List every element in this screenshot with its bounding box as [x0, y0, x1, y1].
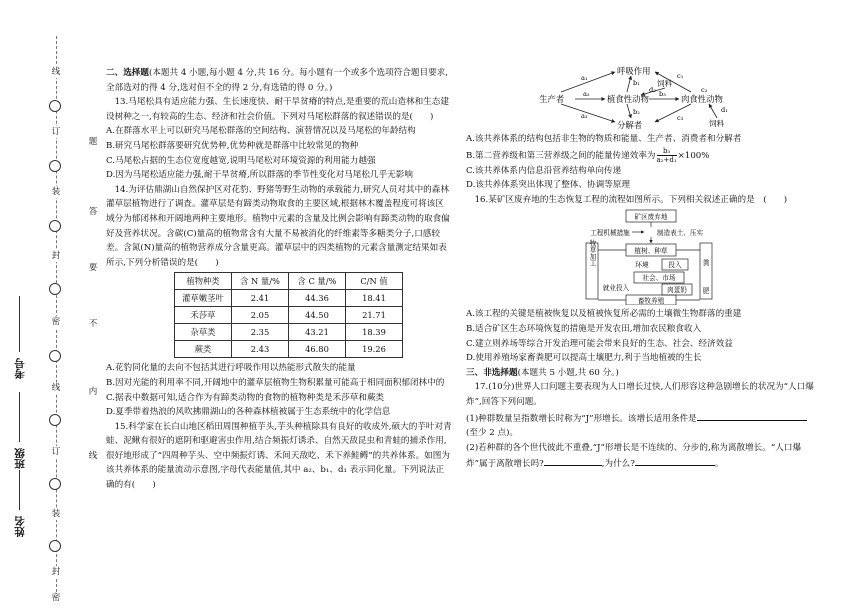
table-header: 含 N 量/%: [232, 273, 289, 290]
table-cell: 18.39: [346, 324, 403, 341]
table-cell: 19.26: [346, 341, 403, 358]
q13-option-d: D.因为马尾松适应能力强,耐干旱贫瘠,所以群落的季节性变化对马尾松几乎无影响: [106, 170, 413, 181]
binding-char: 密: [49, 316, 63, 328]
notice-char: 要: [86, 262, 100, 274]
table-cell: 43.21: [289, 324, 346, 341]
q16-option-d: D.使用养殖场家畜粪肥可以提高土壤肥力,利于当地植被的生长: [466, 353, 702, 364]
binding-char: 封: [49, 566, 63, 578]
node-producer: 生产者: [539, 94, 565, 104]
q14-option-d: D.夏季带着热浪的风吹拂鼎湖山的各种森林植被属于生态系统中的化学信息: [106, 407, 391, 418]
q15-option-a: A.该共养体系的结构包括非生物的物质和能量、生产者、消费者和分解者: [466, 134, 742, 144]
table-header: 含 C 量/%: [289, 273, 346, 290]
label-b1: b₁: [633, 79, 640, 87]
label-employment: 就业投入: [602, 284, 630, 293]
name-line[interactable]: [19, 470, 20, 510]
answer-blank[interactable]: [697, 410, 807, 421]
node-herbivore: 植食性动物: [607, 94, 649, 104]
q15-stem: 15.科学家在长白山地区稻田周围种植芋头,芋头种植除具有良好的收成外,硕大的芋叶对青蛙、泥鳅有很好的遮阴和驱避害虫作用,结合频振灯诱杀、自然天敌昆虫和青蛙的捕杀作用,很好地形成了“四周种芋头、空中频振灯诱、禾间天敌吃、禾下养鲑鳟”的共养体系。如图为该共养体系的能量流动示意图,字母代表能量值,其中 a₂、b₁、d₁ 表示同化量。下列说法正确的有( ): [106, 421, 452, 491]
right-column: [466, 66, 816, 472]
table-cell: 2.41: [232, 290, 289, 307]
node-feed-1: 饲料: [657, 79, 673, 88]
label-b2: b₂: [633, 108, 640, 116]
q15-option-d: D.该共养体系突出体现了整体、协调等原理: [466, 180, 631, 191]
q16-option-a: A.该工程的关键是植被恢复以及植被恢复所必需的土壤微生物群落的重建: [466, 309, 742, 320]
label-c3: c₃: [677, 114, 684, 122]
table-cell: 2.05: [232, 307, 289, 324]
q15-energy-flow-diagram: [531, 66, 751, 132]
label-c1: c₁: [677, 72, 684, 80]
node-carnivore: 肉食性动物: [681, 94, 723, 104]
table-cell: 18.41: [346, 290, 403, 307]
box-planting: 植树、种草: [634, 247, 668, 256]
box-meat-egg-milk: 肉蛋奶: [667, 286, 687, 295]
q17-part1: (1)种群数量呈指数增长时称为“J”形增长。该增长适用条件是: [466, 410, 816, 427]
name-label: 姓名: [14, 516, 26, 537]
table-row: [175, 341, 403, 358]
table-header: C/N 值: [346, 273, 403, 290]
notice-char: 线: [86, 450, 100, 462]
table-cell: 禾莎草: [175, 307, 232, 324]
q17-stem: 17.(10分)世界人口问题主要表现为人口增长过快,人们形容这种急剧增长的状况为“人口爆炸”,回答下列问题。: [466, 382, 814, 407]
q14-option-a: A.花豹同化量的去向不包括其进行呼吸作用以热能形式散失的能量: [106, 363, 356, 374]
table-cell: 44.36: [289, 290, 346, 307]
box-society-market: 社会、市场: [642, 274, 676, 283]
binding-strip: [0, 0, 98, 608]
binding-circle-icon: [49, 540, 61, 552]
label-fertilizer: 肥: [702, 287, 710, 296]
label-d2: d₂: [649, 86, 656, 94]
binding-char: 线: [49, 382, 63, 394]
binding-char: 封: [49, 250, 63, 262]
table-cell: 21.71: [346, 307, 403, 324]
binding-circle-icon: [49, 478, 61, 490]
label-a1: a₁: [581, 74, 588, 82]
q14-table: [174, 272, 403, 358]
table-cell: 44.50: [289, 307, 346, 324]
section2-heading: 二、选择题(本题共 4 小题,每小题 4 分,共 16 分。每小题有一个或多个选项符合题目要求,全部选对的得 4 分,选对但不全的得 2 分,有选错的得 0 分。): [106, 68, 449, 93]
binding-circle-icon: [49, 350, 61, 362]
q16-restoration-flow-diagram: [576, 209, 726, 305]
notice-char: 答: [86, 206, 100, 218]
binding-char: 密: [49, 592, 63, 604]
q13-option-c: C.马尾松占据的生态位宽度越宽,说明马尾松对环境资源的利用能力越强: [106, 155, 376, 166]
node-respiration: 呼吸作用: [617, 66, 651, 76]
table-cell: 蕨类: [175, 341, 232, 358]
notice-char: 不: [86, 318, 100, 330]
label-b3: b₃: [659, 90, 666, 98]
q15-option-b: B.第二营养级和第三营养级之间的能量传递效率为 $\frac{\text{b₃}}{\text{a₂+d₁}}$ ×100%: [466, 146, 710, 164]
node-feed-2: 饲料: [709, 119, 725, 128]
table-cell: 2.43: [232, 341, 289, 358]
binding-circle-icon: [49, 220, 61, 232]
table-cell: 2.35: [232, 324, 289, 341]
label-environment: 环境: [635, 261, 649, 270]
table-cell: 46.80: [289, 341, 346, 358]
q13-stem: 13.马尾松具有适应能力强、生长速度快、耐干旱贫瘠的特点,是重要的荒山造林和生态建设树种之一,有较高的生态、经济和社会价值。下列对马尾松群落的叙述错误的是( ): [106, 97, 449, 122]
box-livestock: 畜牧养殖: [637, 297, 665, 306]
q14-stem: 14.为评估鼎湖山自然保护区对花豹、野猪等野生动物的承载能力,研究人员对其中的森林灌草层植物进行了调查。灌草层是有蹄类动物取食的主要区域,根据林木覆盖程度可将该区域分为郁闭林和开阔地两种主要地形。植物中元素的含量及比例会影响有蹄类动物的取食偏好及营养状况。含碳(C)量高的植物常含有大量不易被消化的纤维素等多糖类分子,口感较差。含氮(N)量高的植物营养成分含量更高。灌草层中的四类植物的元素含量测定结果如表所示,下列分析错误的是( ): [106, 184, 450, 268]
label-topsoil: 制造表土、压实: [656, 229, 704, 238]
box-investment: 投入: [668, 261, 682, 270]
binding-circle-icon: [49, 100, 61, 112]
q16-option-c: C.建立则养场等综合开发治理可能会带来良好的生态、社会、经济效益: [466, 338, 733, 349]
binding-char: 订: [49, 126, 63, 138]
label-a2: a₂: [583, 90, 590, 98]
table-cell: 灌草嫩茎叶: [175, 290, 232, 307]
binding-char: 装: [49, 508, 63, 520]
binding-circle-icon: [49, 160, 61, 172]
table-row: [175, 307, 403, 324]
exam-number-label: 考号: [14, 358, 26, 379]
q17-part2: (2)若种群的各个世代彼此不重叠,“J”形增长是不连续的、分步的,称为离散增长。“人口爆炸”属于离散增长吗? ,为什么? 。: [466, 442, 802, 470]
box-mining-wasteland: 矿区废弃地: [634, 213, 668, 222]
label-d1: d₁: [721, 106, 728, 114]
table-row: [175, 324, 403, 341]
q17-part1-note: (至少 2 点)。: [466, 428, 519, 439]
table-header: 植物种类: [175, 273, 232, 290]
binding-circle-icon: [49, 414, 61, 426]
exam-number-line[interactable]: [19, 296, 20, 352]
binding-char: 线: [49, 66, 63, 78]
q13-option-b: B.研究马尾松群落要研究优势种,优势种就是群落中比较常见的物种: [106, 140, 359, 151]
section3-heading: 三、非选择题(本题共 5 小题,共 60 分。): [466, 367, 619, 378]
table-cell: 杂草类: [175, 324, 232, 341]
q15-option-c: C.该共养体系内信息沿营养结构单向传递: [466, 165, 622, 176]
table-row: [175, 290, 403, 307]
label-c2: c₂: [701, 86, 708, 94]
q14-option-b: B.因对光能的利用率不同,开阔地中的灌草层植物生物积累量可能高于相同面积郁闭林中的: [106, 377, 445, 388]
binding-char: 订: [49, 446, 63, 458]
q13-option-a: A.在群落水平上可以研究马尾松群落的空间结构、演替情况以及马尾松的年龄结构: [106, 126, 416, 137]
class-line[interactable]: [19, 392, 20, 442]
box-forage-processing: 牧草加工: [588, 240, 596, 267]
binding-circle-icon: [49, 283, 61, 295]
notice-char: 题: [86, 136, 100, 148]
q16-stem: 16.某矿区废弃地的生态恢复工程的流程如图所示。下列相关叙述正确的是 ( ): [474, 194, 788, 205]
left-column: [106, 66, 452, 493]
node-decomposer: 分解者: [617, 120, 643, 130]
class-label: 班级: [14, 448, 26, 469]
q14-option-c: C.据表中数据可知,适合作为有蹄类动物的食物的植物种类是禾莎草和蕨类: [106, 392, 385, 403]
label-manure: 粪: [702, 259, 710, 268]
q16-option-b: B.适合矿区生态环境恢复的措施是开发农田,增加农民粮食收入: [466, 323, 702, 334]
label-engineering: 工程机械措施: [590, 229, 630, 238]
answer-blank[interactable]: [544, 455, 602, 466]
notice-char: 内: [86, 386, 100, 398]
binding-char: 装: [49, 186, 63, 198]
label-a3: a₃: [581, 112, 588, 120]
answer-blank[interactable]: [635, 455, 715, 466]
